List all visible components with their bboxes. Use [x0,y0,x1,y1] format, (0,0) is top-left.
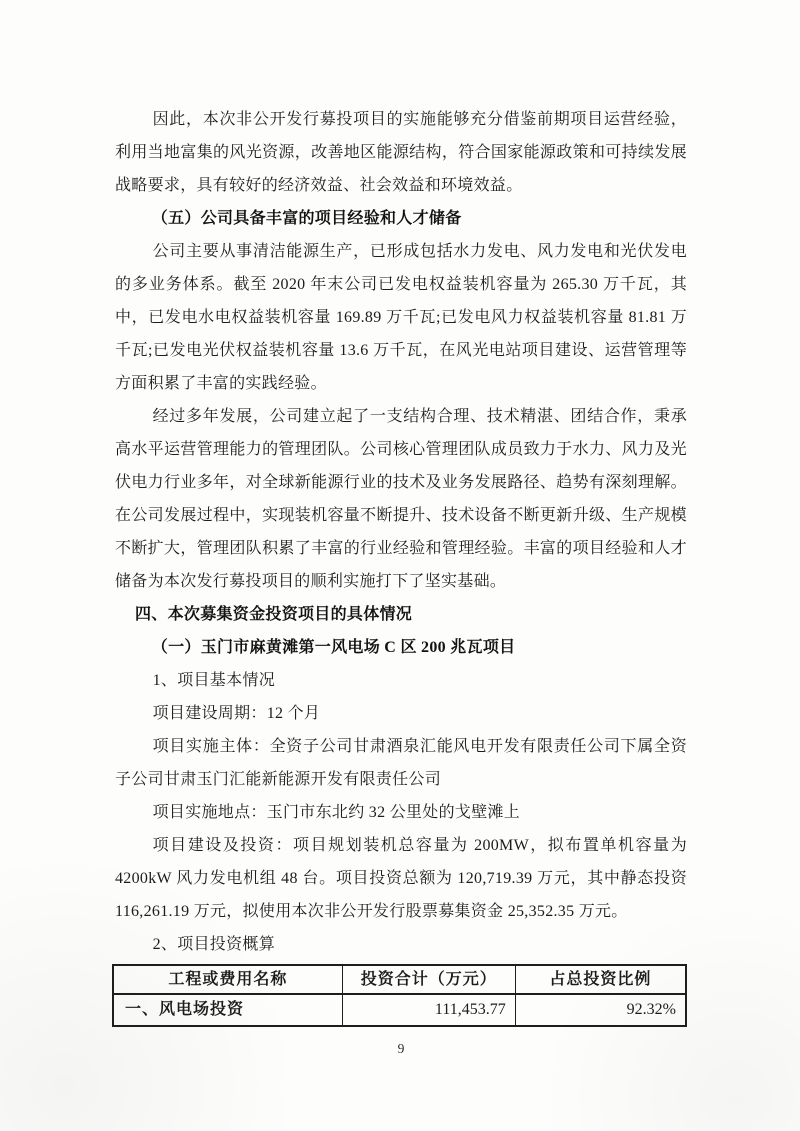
item-basic-info: 1、项目基本情况 [152,672,275,689]
line-entity: 项目实施主体：全资子公司甘肃酒泉汇能风电开发有限责任公司下属全资子公司甘肃玉门汇能新能源开发有限责任公司 [115,738,687,788]
project-heading-1: （一）玉门市麻黄滩第一风电场 C 区 200 兆瓦项目 [151,639,516,656]
paragraph-capacity: 公司主要从事清洁能源生产，已形成包括水力发电、风力发电和光伏发电的多业务体系。截至 2020 年末公司已发电权益装机容量为 265.30 万千瓦，其中，已发电水电权益装机容量 169.89 万千瓦;已发电风力权益装机容量 81.81 万千瓦;已发电光伏权益装机容量 13.6 万千瓦，在风光电站项目建设、运营管理等方面积累了丰富的实践经验。 [115,243,687,392]
table-header-investment-total: 投资合计（万元） [342,965,515,994]
investment-budget-table [112,964,687,1027]
section-heading-4: 四、本次募集资金投资项目的具体情况 [135,606,413,623]
table-cell-investment-total: 111,453.77 [342,994,515,1026]
table-header-row [113,965,686,994]
table-cell-project-name: 一、风电场投资 [113,994,342,1026]
page-number: 9 [397,1041,405,1056]
item-budget: 2、项目投资概算 [152,936,275,953]
table-header-investment-ratio: 占总投资比例 [515,965,686,994]
line-investment: 项目建设及投资：项目规划装机总容量为 200MW，拟布置单机容量为 4200kW 风力发电机组 48 台。项目投资总额为 120,719.39 万元，其中静态投资 116,261.19 万元，拟使用本次非公开发行股票募集资金 25,352.35 万元。 [115,837,687,920]
paragraph-intro: 因此，本次非公开发行募投项目的实施能够充分借鉴前期项目运营经验，利用当地富集的风光资源，改善地区能源结构，符合国家能源政策和可持续发展战略要求，具有较好的经济效益、社会效益和环境效益。 [115,111,687,194]
table-row [113,994,686,1026]
table-cell-investment-ratio: 92.32% [515,994,686,1026]
section-heading-5: （五）公司具备丰富的项目经验和人才储备 [151,210,462,227]
paragraph-team: 经过多年发展，公司建立起了一支结构合理、技术精湛、团结合作，秉承高水平运营管理能力的管理团队。公司核心管理团队成员致力于水力、风力及光伏电力行业多年，对全球新能源行业的技术及业务发展路径、趋势有深刻理解。在公司发展过程中，实现装机容量不断提升、技术设备不断更新升级、生产规模不断扩大，管理团队积累了丰富的行业经验和管理经验。丰富的项目经验和人才储备为本次发行募投项目的顺利实施打下了坚实基础。 [115,408,687,590]
table-header-project-name: 工程或费用名称 [113,965,342,994]
line-build-period: 项目建设周期：12 个月 [152,705,321,722]
line-location: 项目实施地点：玉门市东北约 32 公里处的戈壁滩上 [152,804,521,821]
